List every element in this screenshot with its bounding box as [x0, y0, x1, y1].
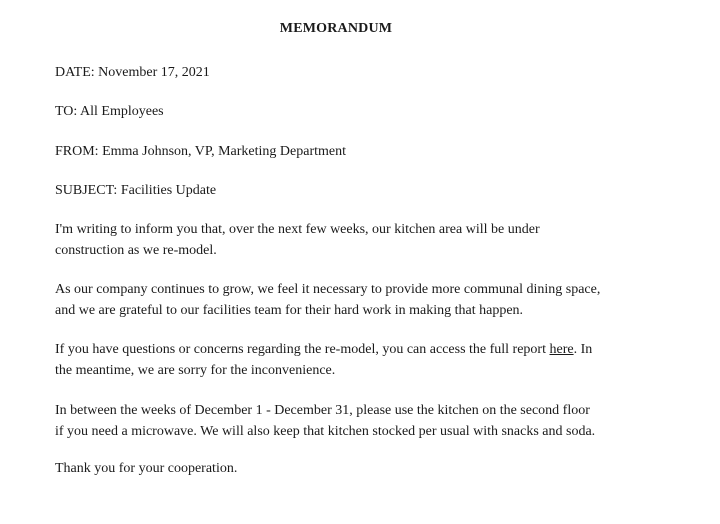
memo-paragraph-questions — [55, 339, 655, 381]
memo-subject: SUBJECT: Facilities Update — [55, 183, 217, 198]
paragraph-line: I'm writing to inform you that, over the next few weeks, our kitchen area will be under — [55, 222, 540, 237]
paragraph-line: the meantime, we are sorry for the inconvenience. — [55, 363, 336, 378]
paragraph-text: . In — [573, 342, 593, 357]
paragraph-line: In between the weeks of December 1 - December 31, please use the kitchen on the second floor — [55, 403, 590, 418]
paragraph-text: If you have questions or concerns regarding the re-model, you can access the full report — [55, 342, 550, 357]
memo-paragraph-intro — [55, 219, 655, 261]
memo-paragraph-growth — [55, 279, 655, 321]
report-link[interactable]: here — [549, 342, 574, 357]
paragraph-line-with-link — [55, 339, 655, 360]
memo-title: MEMORANDUM — [279, 21, 393, 36]
memo-date: DATE: November 17, 2021 — [55, 65, 210, 80]
paragraph-line: and we are grateful to our facilities team for their hard work in making that happen. — [55, 303, 524, 318]
paragraph-line: As our company continues to grow, we feel it necessary to provide more communal dining space, — [55, 282, 601, 297]
memo-from: FROM: Emma Johnson, VP, Marketing Department — [55, 144, 347, 159]
paragraph-line: if you need a microwave. We will also keep that kitchen stocked per usual with snacks and soda. — [55, 424, 596, 439]
memo-to: TO: All Employees — [55, 104, 164, 119]
memo-paragraph-schedule — [55, 400, 655, 442]
paragraph-line: construction as we re-model. — [55, 243, 217, 258]
memo-closing: Thank you for your cooperation. — [55, 461, 238, 476]
